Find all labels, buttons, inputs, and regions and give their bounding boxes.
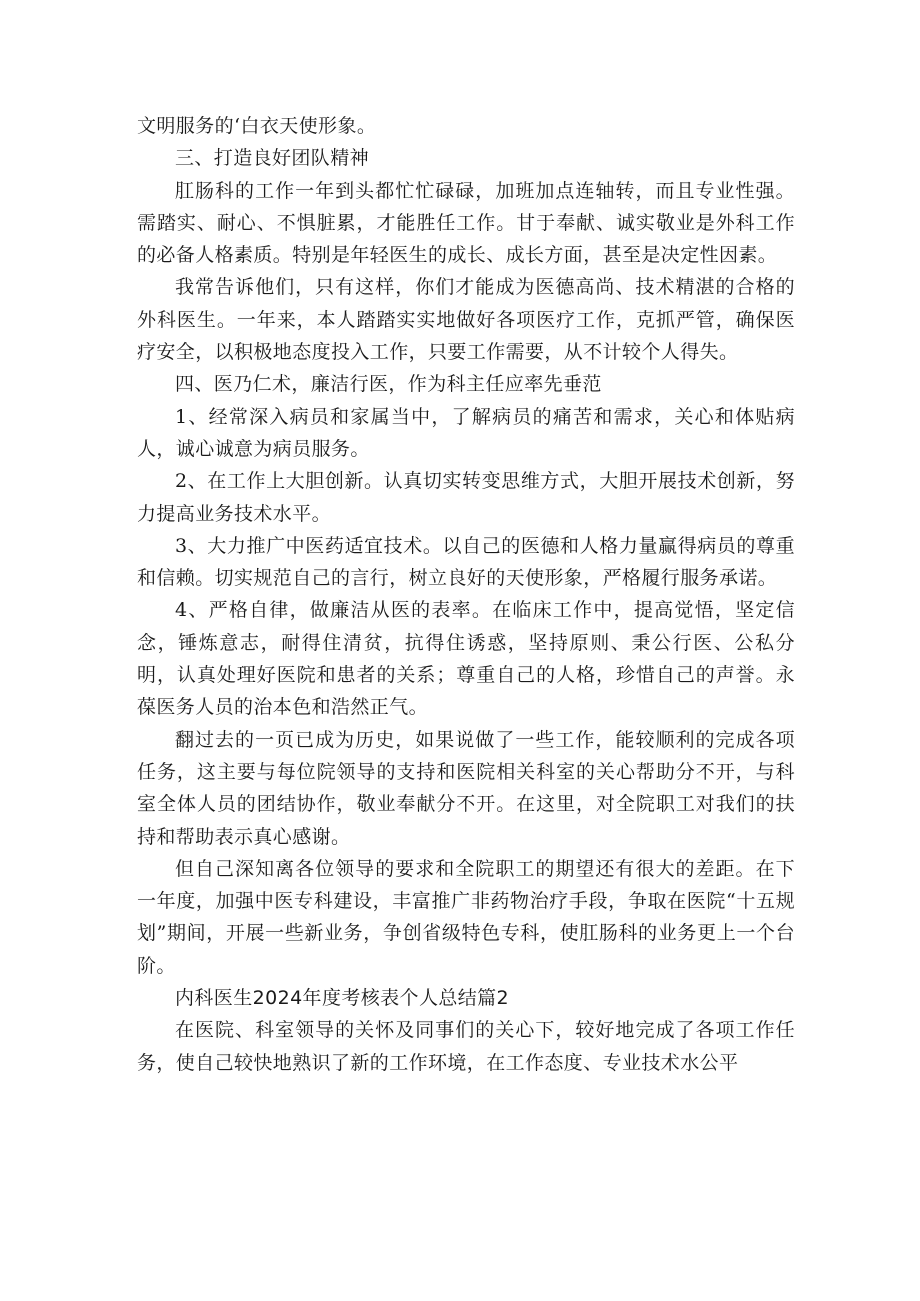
list-item-3: 3、大力推广中医药适宜技术。以自己的医德和人格力量赢得病员的尊重和信赖。切实规范自己的言行，树立良好的天使形象，严格履行服务承诺。 bbox=[137, 534, 795, 590]
section-heading-3: 三、打造良好团队精神 bbox=[175, 147, 370, 170]
paragraph-1: 文明服务的‘白衣天使形象。 bbox=[137, 115, 377, 137]
paragraph-4: 翻过去的一页已成为历史，如果说做了一些工作，能较顺利的完成各项任务，这主要与每位院领导的支持和医院相关科室的关心帮助分不开，与科室全体人员的团结协作，敬业奉献分不开。在这里，对全院职工对我们的扶持和帮助表示真心感谢。 bbox=[137, 728, 795, 848]
paragraph-5: 但自己深知离各位领导的要求和全院职工的期望还有很大的差距。在下一年度，加强中医专科建设，丰富推广非药物治疗手段，争取在医院“十五规划”期间，开展一些新业务，争创省级特色专科，使肛肠科的业务更上一个台阶。 bbox=[137, 857, 795, 977]
paragraph-2: 肛肠科的工作一年到头都忙忙碌碌，加班加点连轴转，而且专业性强。需踏实、耐心、不惧脏累，才能胜任工作。甘于奉献、诚实敬业是外科工作的必备人格素质。特别是年轻医生的成长、成长方面，甚至是决定性因素。 bbox=[137, 179, 795, 267]
list-item-2: 2、在工作上大胆创新。认真切实转变思维方式，大胆开展技术创新，努力提高业务技术水平。 bbox=[137, 470, 795, 525]
section-heading-4: 四、医乃仁术，廉洁行医，作为科主任应率先垂范 bbox=[175, 373, 602, 396]
paragraph-3: 我常告诉他们，只有这样，你们才能成为医德高尚、技术精湛的合格的外科医生。一年来，本人踏踏实实地做好各项医疗工作，克抓严管，确保医疗安全，以积极地态度投入工作，只要工作需要，从不计较个人得失。 bbox=[137, 276, 795, 364]
document-page bbox=[137, 110, 795, 1079]
paragraph-6: 在医院、科室领导的关怀及同事们的关心下，较好地完成了各项工作任务，使自己较快地熟识了新的工作环境，在工作态度、专业技术水公平 bbox=[137, 1019, 795, 1074]
list-item-4: 4、严格自律，做廉洁从医的表率。在临床工作中，提高觉悟，坚定信念，锤炼意志，耐得住清贫，抗得住诱惑，坚持原则、秉公行医、公私分明，认真处理好医院和患者的关系；尊重自己的人格，珍惜自己的声誉。永葆医务人员的治本色和浩然正气。 bbox=[137, 599, 795, 719]
list-item-1: 1、经常深入病员和家属当中，了解病员的痛苦和需求，关心和体贴病人，诚心诚意为病员服务。 bbox=[137, 405, 795, 460]
article-title-part-2: 内科医生2024年度考核表个人总结篇2 bbox=[175, 987, 510, 1010]
